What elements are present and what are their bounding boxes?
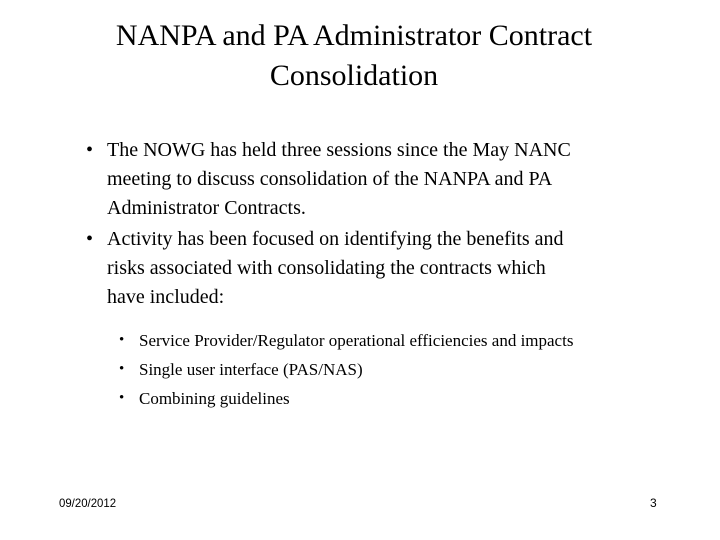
bullet-dot-icon: •: [86, 139, 94, 161]
sub-bullet-dot-icon: •: [119, 332, 125, 348]
footer-date: 09/20/2012: [59, 496, 117, 510]
slide-title-line-2: Consolidation: [269, 59, 439, 92]
bullet-line: meeting to discuss consolidation of the NANPA and PA: [107, 168, 553, 190]
bullet-dot-icon: •: [86, 228, 94, 250]
slide-title-line-1: NANPA and PA Administrator Contract: [115, 19, 593, 52]
bullet-item-activity: [86, 225, 686, 312]
sub-bullet-item: [119, 326, 699, 355]
sub-bullet-item: [119, 384, 699, 413]
bullet-line: have included:: [107, 286, 225, 308]
bullet-line: The NOWG has held three sessions since the May NANC: [107, 139, 571, 161]
sub-bullet-text: Combining guidelines: [139, 389, 290, 408]
bullet-line: Administrator Contracts.: [107, 197, 306, 219]
sub-bullet-text: Service Provider/Regulator operational efficiencies and impacts: [139, 331, 574, 350]
bullet-line: risks associated with consolidating the contracts which: [107, 257, 546, 279]
bullet-item-sessions: [86, 136, 686, 223]
slide-title: [40, 16, 668, 96]
sub-bullet-text: Single user interface (PAS/NAS): [139, 360, 363, 379]
sub-bullet-dot-icon: •: [119, 361, 125, 377]
sub-bullet-item: [119, 355, 699, 384]
bullet-list: [86, 136, 686, 314]
page-number: 3: [650, 496, 657, 510]
bullet-line: Activity has been focused on identifying the benefits and: [107, 228, 564, 250]
sub-bullet-dot-icon: •: [119, 390, 125, 406]
sub-bullet-list: [119, 326, 699, 413]
